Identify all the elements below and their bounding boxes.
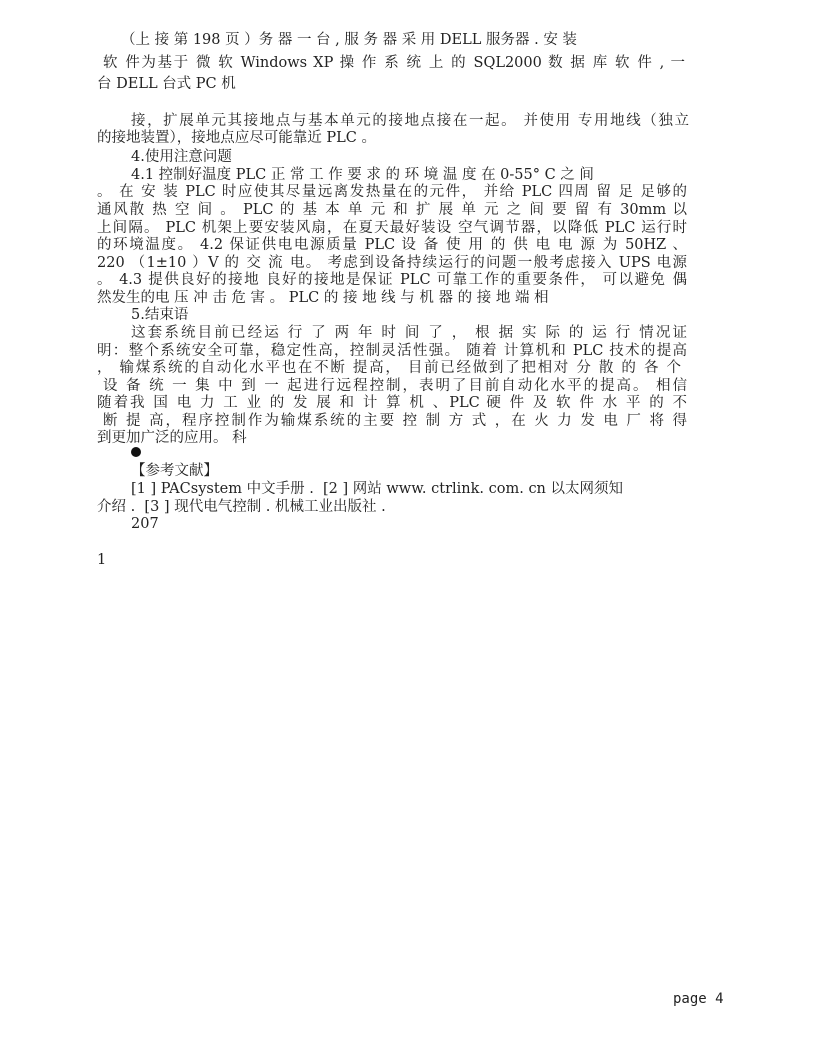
text-line: 220 （1±10 ）V 的 交 流 电。 考虑到设备持续运行的问题一般考虑接入 UPS 电源 [97,255,687,271]
text-line: 到更加广泛的应用。 科 [97,430,247,446]
text-line: 。 4.3 提供良好的接地 良好的接地是保证 PLC 可靠工作的重要条件， 可以避免 偶 [97,272,687,288]
text-line: 台 DELL 台式 PC 机 [97,76,236,92]
references-heading: 【参考文献】 [131,463,218,479]
reference-line: [1 ] PACsystem 中文手册 . [2 ] 网站 www. ctrlink. com. cn 以太网须知 [131,481,624,497]
reference-line: 介绍 . [3 ] 现代电气控制 . 机械工业出版社 . [97,499,386,515]
text-line: 明：整个系统安全可靠，稳定性高，控制灵活性强。 随着 计算机和 PLC 技术的提高 [97,343,687,359]
text-line: 4.1 控制好温度 PLC 正 常 工 作 要 求 的 环 境 温 度 在 0-55° C 之 间 [131,167,594,183]
text-line: 设 备 统 一 集 中 到 一 起进行远程控制，表明了目前自动化水平的提高。 相信 [103,378,687,394]
text-line: 的接地装置），接地点应尽可能靠近 PLC 。 [97,130,376,146]
section-heading: 5.结束语 [131,307,189,323]
text-line: 软 件为基于 微 软 Windows XP 操 作 系 统 上 的 SQL2000 数 据 库 软 件 , 一 [103,55,685,71]
page-number: page 4 [673,991,724,1007]
section-heading: 4.使用注意问题 [131,149,232,165]
text-line: 然发生的电 压 冲 击 危 害 。 PLC 的 接 地 线 与 机 器 的 接 地 端 相 [97,290,549,306]
text-line: 断 提 高，程序控制作为输煤系统的主要 控 制 方 式 ，在 火 力 发 电 厂 将 得 [103,413,687,429]
stray-number: 1 [97,552,107,568]
text-line: （上 接 第 198 页 ）务 器 一 台 , 服 务 器 采 用 DELL 服务器 . 安 装 [121,32,577,48]
text-line: 通风散 热 空 间 。 PLC 的 基 本 单 元 和 扩 展 单 元 之 间 要 留 有 30mm 以 [97,202,687,218]
text-line: 随着我 国 电 力 工 业 的 发 展 和 计 算 机 、PLC 硬 件 及 软 件 水 平 的 不 [97,395,687,411]
text-line: ， 输煤系统的自动化水平也在不断 提高， 目前已经做到了把相对 分 散 的 各 个 [97,360,681,376]
text-line: 接，扩展单元其接地点与基本单元的接地点接在一起。 并使用 专用地线（独立 [131,113,689,129]
text-line: 的环境温度。 4.2 保证供电电源质量 PLC 设 备 使 用 的 供 电 电 源 为 50HZ 、 [97,237,687,253]
text-line: 这套系统目前已经运 行 了 两 年 时 间 了 ， 根 据 实 际 的 运 行 情况证 [131,325,687,341]
original-page-number: 207 [131,516,159,532]
text-line: 。 在 安 装 PLC 时应使其尽量远离发热量在的元件， 并给 PLC 四周 留 足 足够的 [97,184,687,200]
text-line: 上间隔。 PLC 机架上要安装风扇，在夏天最好装设 空气调节器，以降低 PLC 运行时 [97,220,687,236]
bullet-dot [131,447,141,457]
